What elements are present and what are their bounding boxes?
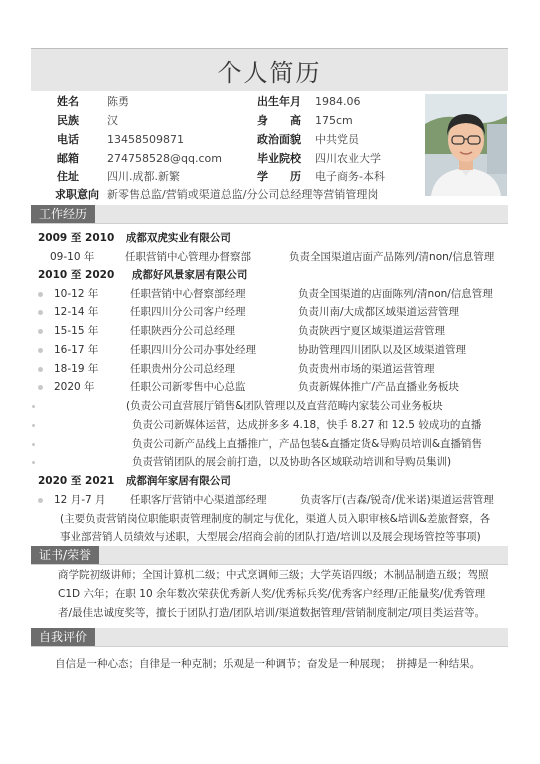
- period-2: [38, 267, 247, 283]
- phone-label: 电话: [57, 133, 79, 146]
- address-label: 住址: [57, 170, 79, 183]
- bullet-dot: [38, 292, 43, 297]
- birth-value: 1984.06: [315, 95, 361, 108]
- email-label: 邮箱: [57, 152, 79, 165]
- period-1-company: 成都双虎实业有限公司: [125, 232, 231, 244]
- ethnicity-label: 民族: [57, 114, 79, 127]
- item-date: 2020 年: [54, 381, 95, 393]
- item-date: 09-10 年: [50, 251, 95, 263]
- period-3-dates: 2020 至 2021: [38, 475, 115, 487]
- period-1-dates: 2009 至 2010: [38, 232, 115, 244]
- intent-value: 新零售总监/营销或渠道总监/分公司总经理等营销管理岗: [107, 188, 379, 201]
- bullet-dot: [38, 348, 43, 353]
- item-desc: 负责全国渠道店面产品陈列/清non/信息管理: [289, 251, 495, 263]
- period-3-company: 成都润年家居有限公司: [125, 475, 231, 487]
- bullet-dot: [32, 405, 35, 408]
- cert-line: 商学院初级讲师；全国计算机二级；中式烹调师三级；大学英语四级；木制品制造五级；驾照: [58, 569, 489, 581]
- item-date: 10-12 年: [54, 288, 99, 300]
- school-label: 毕业院校: [257, 152, 301, 165]
- ethnicity-value: 汉: [107, 114, 118, 127]
- resume-title-bar: [31, 48, 508, 91]
- period-2-dates: 2010 至 2020: [38, 269, 115, 281]
- note-line: 负责公司新产品线上直播推广，产品包装&直播定货&导购员培训&直播销售: [132, 438, 483, 450]
- section-cert-title: 证书/荣誉: [31, 546, 99, 564]
- item-date: 12 月-7 月: [54, 494, 106, 506]
- item-date: 16-17 年: [54, 344, 99, 356]
- bullet-dot: [38, 367, 43, 372]
- name-label: 姓名: [57, 95, 79, 108]
- bullet-dot: [32, 461, 35, 464]
- bullet-dot: [32, 424, 35, 427]
- item-desc: 负责陕西宁夏区域渠道运营管理: [298, 325, 445, 337]
- degree-label: 学 历: [257, 170, 301, 183]
- political-label: 政治面貌: [257, 133, 301, 146]
- item-desc: 负责全国渠道的店面陈列/清non/信息管理: [298, 288, 493, 300]
- item-role: 任职营销中心督察部经理: [130, 288, 246, 300]
- period-3: [38, 473, 231, 489]
- item-role: 任职营销中心管理办督察部: [125, 251, 251, 263]
- portrait-photo: [425, 94, 507, 196]
- note-line: (负责公司直营展厅销售&团队管理以及直营范畴内家装公司业务板块: [126, 400, 443, 412]
- bullet-dot: [32, 443, 35, 446]
- self-eval-text: 自信是一种心态；自律是一种克制；乐观是一种调节；奋发是一种展现； 拼搏是一种结果。: [55, 658, 481, 670]
- political-value: 中共党员: [315, 133, 359, 146]
- item-role: 任职公司新零售中心总监: [130, 381, 246, 393]
- bullet-dot: [38, 385, 43, 390]
- item-role: 任职四川分公司客户经理: [130, 306, 246, 318]
- bullet-dot: [38, 310, 43, 315]
- cert-line: 者/最佳忠诚度奖等，擅长于团队打造/团队培训/渠道数据管理/营销制度制定/项目类运营等。: [58, 607, 486, 619]
- item-role: 任职四川分公司办事处经理: [130, 344, 256, 356]
- item-date: 15-15 年: [54, 325, 99, 337]
- item-role: 任职贵州分公司总经理: [130, 363, 235, 375]
- name-value: 陈勇: [107, 95, 129, 108]
- item-date: 18-19 年: [54, 363, 99, 375]
- bullet-dot: [38, 329, 43, 334]
- period-2-company: 成都好风景家居有限公司: [131, 269, 248, 281]
- section-work: [31, 205, 508, 224]
- item-desc: 协助管理四川团队以及区域渠道管理: [298, 344, 466, 356]
- portrait-illustration: [425, 94, 507, 196]
- address-value: 四川.成都.新繁: [107, 170, 180, 183]
- period-1: [38, 230, 231, 246]
- note-line: (主要负责营销岗位职能职责管理制度的制定与优化，渠道人员入职审核&培训&差旅督察，各: [60, 513, 490, 525]
- item-date: 12-14 年: [54, 306, 99, 318]
- phone-value: 13458509871: [107, 133, 184, 146]
- item-desc: 负责川南/大成都区域渠道运营管理: [298, 306, 460, 318]
- item-desc: 负责客厅(吉森/锐奇/优米诺)渠道运营管理: [300, 494, 494, 506]
- school-value: 四川农业大学: [315, 152, 381, 165]
- section-cert: [31, 546, 508, 565]
- height-label: 身 高: [257, 114, 301, 127]
- note-line: 事业部营销人员绩效与述职，大型展会/招商会前的团队打造/培训以及展会现场管控等事项): [60, 531, 481, 543]
- item-role: 任职陕西分公司总经理: [130, 325, 235, 337]
- cert-line: C1D 六年；在职 10 余年数次荣获优秀新人奖/优秀标兵奖/优秀客户经理/正能量奖/优秀管理: [58, 588, 486, 600]
- height-value: 175cm: [315, 114, 353, 127]
- item-desc: 负责贵州市场的渠道运营管理: [298, 363, 435, 375]
- resume-title: 个人简历: [217, 58, 322, 87]
- note-line: 负责公司新媒体运营，达成拼多多 4.18，快手 8.27 和 12.5 较成功的直播: [132, 419, 482, 431]
- birth-label: 出生年月: [257, 95, 301, 108]
- section-work-title: 工作经历: [31, 205, 95, 223]
- section-self: [31, 628, 508, 647]
- email-value: 274758528@qq.com: [107, 152, 222, 165]
- item-desc: 负责新媒体推广/产品直播业务板块: [298, 381, 460, 393]
- bullet-dot: [38, 498, 43, 503]
- note-line: 负责营销团队的展会前打造，以及协助各区域联动培训和导购员集训): [132, 456, 452, 468]
- period-1-item: [50, 249, 94, 265]
- section-self-title: 自我评价: [31, 628, 95, 646]
- item-role: 任职客厅营销中心渠道部经理: [130, 494, 267, 506]
- intent-label: 求职意向: [55, 188, 99, 201]
- degree-value: 电子商务-本科: [315, 170, 385, 183]
